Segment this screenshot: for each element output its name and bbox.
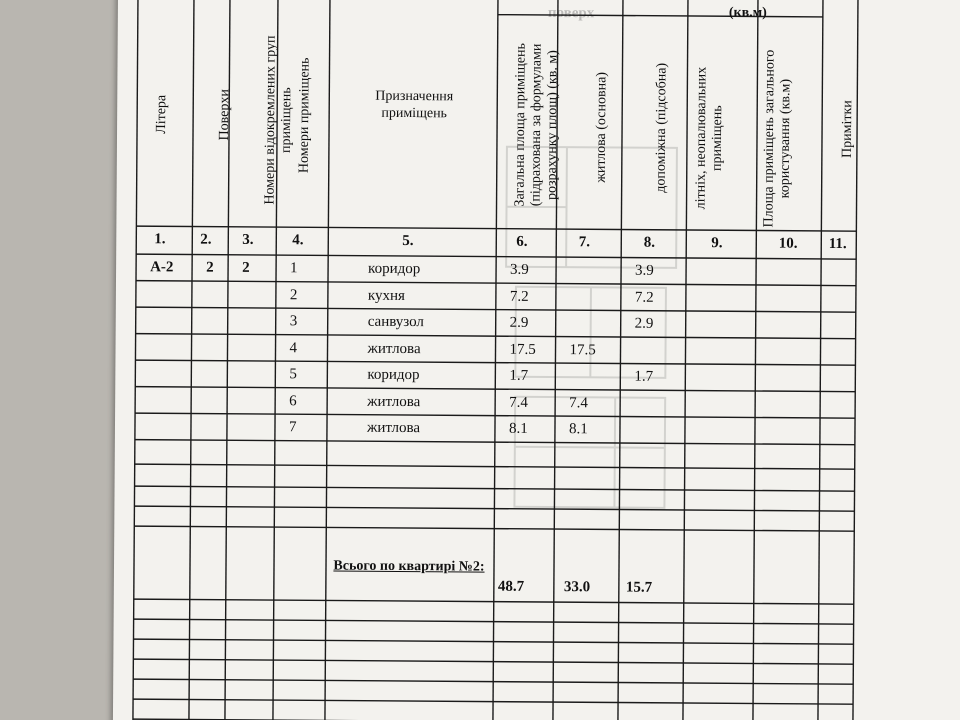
header-groups: Номери відокремлених груп приміщень — [262, 35, 295, 205]
header-purpose: Призначення приміщень — [375, 88, 454, 122]
cell-purpose: коридор — [368, 260, 421, 278]
totals-total: 48.7 — [497, 578, 525, 595]
cell-purpose: санвузол — [367, 313, 425, 331]
cell-aux-area: 3.9 — [635, 262, 654, 279]
cell-living-area: 8.1 — [568, 421, 588, 438]
cell-room-number: 1 — [290, 260, 298, 277]
column-number: 3. — [242, 231, 254, 248]
totals-label: Всього по квартирі №2: — [333, 558, 485, 575]
cell-purpose: житлова — [366, 419, 421, 437]
cell-room-number: 5 — [289, 366, 297, 383]
cell-litera: А-2 — [150, 259, 174, 276]
cell-total-area: 17.5 — [509, 341, 536, 358]
header-summer: літніх, неопалювальних приміщень — [693, 66, 726, 210]
group-header: (кв.м) — [728, 5, 767, 21]
document-page — [113, 0, 960, 720]
totals-living: 33.0 — [563, 579, 591, 596]
cell-aux-area: 1.7 — [634, 368, 654, 385]
column-number: 1. — [154, 231, 166, 248]
cell-living-area: 7.4 — [569, 394, 588, 411]
column-number: 2. — [200, 231, 212, 248]
cell-total-area: 2.9 — [509, 314, 529, 331]
cell-room-number: 4 — [289, 339, 298, 356]
cell-living-area: 17.5 — [569, 341, 596, 358]
cell-floor: 2 — [206, 259, 214, 276]
column-number: 4. — [292, 232, 304, 249]
cell-group: 2 — [242, 259, 250, 276]
cell-room-number: 3 — [289, 313, 298, 330]
cell-total-area: 7.4 — [509, 394, 528, 411]
column-number: 10. — [778, 235, 798, 252]
column-number: 11. — [828, 235, 847, 253]
cell-total-area: 7.2 — [509, 288, 529, 305]
totals-aux: 15.7 — [625, 579, 653, 596]
header-total-area: Загальна площа приміщень (підрахована за формулами розрахунку площ) (кв. м) — [512, 43, 561, 207]
column-number: 5. — [402, 232, 414, 250]
column-number: 9. — [711, 235, 723, 252]
header-notes: Примітки — [839, 100, 856, 159]
cell-room-number: 2 — [289, 286, 298, 303]
stamp-text: поверх — [547, 5, 595, 22]
header-litera: Літера — [154, 94, 170, 134]
column-number: 8. — [643, 234, 656, 251]
header-aux: допоміжна (підсобна) — [653, 62, 670, 193]
cell-aux-area: 7.2 — [634, 289, 654, 306]
header-room-numbers: Номери приміщень — [296, 57, 313, 174]
cell-purpose: житлова — [367, 393, 421, 410]
column-number: 6. — [516, 233, 528, 250]
cell-total-area: 1.7 — [509, 367, 529, 384]
cell-room-number: 7 — [288, 419, 297, 436]
cell-aux-area: 2.9 — [634, 315, 654, 332]
cell-total-area: 8.1 — [508, 420, 528, 437]
header-floors: Поверхи — [216, 89, 233, 141]
cell-purpose: кухня — [367, 287, 405, 304]
column-number: 7. — [578, 234, 591, 251]
cell-total-area: 3.9 — [510, 261, 529, 278]
cell-purpose: коридор — [367, 366, 420, 384]
header-living: житлова (основна) — [593, 71, 610, 183]
cell-purpose: житлова — [367, 340, 421, 357]
cell-room-number: 6 — [289, 392, 297, 409]
header-common: Площа приміщень загального користування (кв.м) — [761, 49, 794, 228]
